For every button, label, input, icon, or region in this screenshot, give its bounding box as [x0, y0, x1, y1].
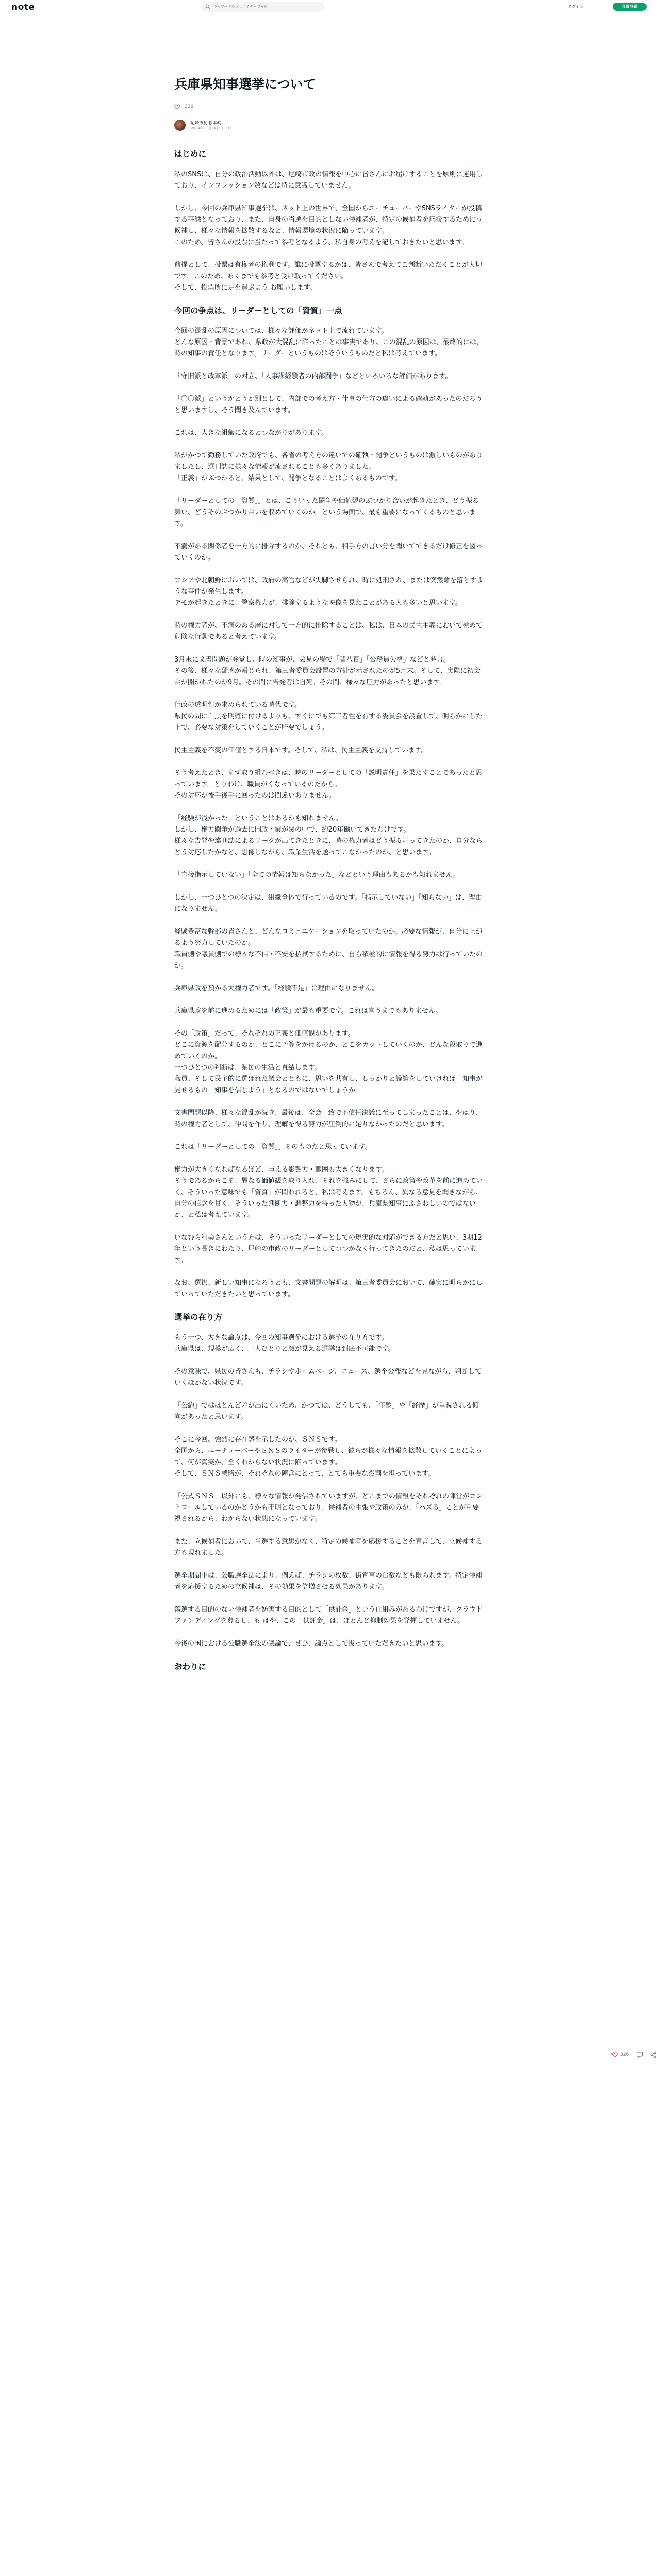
author-name[interactable]: 尼崎市長 松本眞: [191, 120, 221, 125]
search-icon: [205, 4, 210, 9]
paragraph: 「〇〇派」というかどうか別として、内部での考え方・仕事の仕方の違いによる確執があったのだろうと思いますし、そう聞き及んでいます。: [174, 395, 483, 414]
paragraph: なお、選択、新しい知事になろうとも、文書問題の解明は、第三者委員会において、確実に明らかにしていっていただきたいと思っています。: [174, 1279, 483, 1298]
like-summary[interactable]: [174, 103, 484, 110]
paragraph: 私がかつて勤務していた政府でも、各省の考え方の違いでの確執・闘争というものは激しいものがありましたし、選刊誌に様々な情報が流されることも多くありました。 「正義」がぶつかると、結果として、闘争となることはよくあるものです。: [174, 452, 483, 482]
avatar[interactable]: [174, 120, 186, 131]
paragraph: また、立候補者において、当選する意思がなく、特定の候補者を応援することを宣言して、立候補する方も現れました。: [174, 1538, 483, 1557]
author-info[interactable]: [174, 117, 484, 133]
top-header: [0, 0, 662, 13]
paragraph: 行政の透明性が求められている時代です。 県民の間に白黒を明確に付けるよりも、すぐにでも第三者性を有する委員会を設置して、明らかにした上で、必要な対策をしていくことが肝要でしょう。: [174, 701, 483, 732]
paragraph: 「経験が浅かった」ということはあるかも知れません。 しかし、権力闘争が過去に国政・霞が関の中で、約20年働いてきたわけです。 様々な告発や違刊誌によるリークが出てきたときに、時の権力者はどう振る舞ってきたのか、自分ならどう対応したかなど、想像しながら、職業生活を送ってこなかったのか、と思います。: [174, 815, 483, 856]
section-heading: はじめに: [174, 149, 207, 159]
paragraph: これは「リーダーとしての「資質」」そのものだと思っています。: [174, 1143, 372, 1151]
search-input[interactable]: [213, 5, 317, 9]
article-title: 兵庫県知事選挙について: [174, 77, 316, 92]
article: [174, 75, 484, 1682]
paragraph: ロシアや北朝鮮においては、政府の高官などが失脚させられ、時に処刑され、または突然命を落とすような事件が発生します。 デモが起きたときに、警察権力が、排除するような映像を見たことがある人も多いと思います。: [174, 577, 484, 607]
section-heading: 選挙の在り方: [174, 1313, 223, 1322]
login-button[interactable]: ログイン: [563, 3, 589, 11]
heart-icon[interactable]: [174, 104, 180, 110]
paragraph: 選挙期間中は、公職選挙法により、例えば、チラシの枚数、街宣車の台数なども限られます。特定候補者を応援するための立候補は、その効果を倍増させる効果があります。: [174, 1572, 482, 1591]
note-logo[interactable]: note: [11, 2, 35, 12]
comment-icon[interactable]: [636, 2051, 643, 2058]
paragraph: 「リーダーとしての「資質」」とは、こういった闘争や価値観のぶつかり合いが起きたとき、どう振る舞い、どうそのぶつかり合いを収めていくのか。という場面で、最も重要になってくるものと思います。: [174, 497, 479, 528]
paragraph: そこに今回、強烈に存在感を示したのが、ＳＮＳです。 全国から、ユーチューバーやＳＮＳのライターが参戦し、彼らが様々な情報を拡散していくことによって、何が真実か、全くわからない状況に陥っています。 そして、ＳＮＳ戦略が、それぞれの陣営にとって、とても重要な役割を担っています。: [174, 1436, 482, 1478]
paragraph: 「公約」ではほとんど差が出にくいため、かつては、どうしても、「年齢」や「経歴」が重視される傾向があったと思います。: [174, 1402, 479, 1421]
paragraph: 時の権力者が、不満のある層に対して一方的に排除することは、私は、日本の民主主義において極めて危険な行動であると考えています。: [174, 622, 483, 641]
paragraph: その「政策」だって、それぞれの正義と価値観があります。 どこに資源を配分するのか、どこに予算をかけるのか、どこをカットしていくのか、どんな段取りで進めていくのか。 一つひとつの判断は、県民の生活と直結します。 職員、そして民主的に選ばれた議会とともに、思いを共有し、しっかりと議論をしていければ「知事が見せるもの」知事を信じよう」となるのではないでしょうか。: [174, 1030, 483, 1094]
paragraph: もう一つ、大きな論点は、今回の知事選挙における選挙の在り方です。 兵庫県は、規模が広く、一人ひとりと顔が見える選挙は到底不可能です。: [174, 1334, 395, 1353]
paragraph: 「公式ＳＮＳ」以外にも、様々な情報が発信されていますが、どこまでの情報をそれぞれの陣営がコントロールしているのかどうかも不明となっており、候補者の主張や政策のみが、「バズる」ことが重要視されるから、わからない状態になっています。: [174, 1493, 483, 1523]
post-date: 2024年11月14日 10:33: [191, 126, 232, 130]
author-meta: [191, 120, 231, 131]
paragraph: 権力が大きくなればなるほど、与える影響力・範囲も大きくなります。 そうであるからこそ、異なる価値観を取り入れ、それを強みにして、さらに政策や改革を前に進めていく、そういった意味でも「資質」が問われると、私は考えます。もちろん、異なる意見を聞きながら、自分の信念を貫く、そういった判断力・調整力を持った人物が、兵庫県知事にふさわしいのではないか、と私は考えています。: [174, 1166, 483, 1219]
paragraph: 3月末に文書問題が発覚し、時の知事が、会見の場で「嘘八百」「公務員失格」などと発言。 その後、様々な疑惑が報じられ、第三者委員会設置の方針が示されたのが5月末。そして、実際に初会合が開かれたのが9月。その間に告発者は自死。その間、様々な圧力があったと思います。: [174, 656, 481, 686]
paragraph: 経験豊富な幹部の皆さんと、どんなコミュニケーションを取っていたのか。必要な情報が、自分に上がるよう努力していたのか。 職員側や議員側での様々な不信・不安を払拭するために、自ら積極的に情報を得る努力は行っていたのか。: [174, 928, 483, 970]
floating-action-bar: [611, 2050, 662, 2059]
section-heading: 今回の争点は、リーダーとしての「資質」一点: [174, 306, 342, 315]
search-box[interactable]: [201, 2, 325, 12]
like-heart-icon[interactable]: [611, 2052, 618, 2058]
paragraph: 私のSNSは、自分の政治活動以外は、尼崎市政の情報を中心に皆さんにお届けすることを原則に運用しており、インプレッション数などは特に意識していません。: [174, 171, 483, 190]
paragraph: 「直接指示していない」「全ての情報は知らなかった」などという理由もあるかも知れません。: [174, 871, 460, 879]
paragraph: 今後の国における公職選挙法の議論で、ぜひ、論点として扱っていただきたいと思います。: [174, 1640, 449, 1648]
section-heading: おわりに: [174, 1662, 207, 1671]
paragraph: 落選する目的のない候補者を妨害する目的として「供託金」という仕組みがあるわけですが、クラウドファンディングを募るし、も はや、この「供託金」は、ほとんど抑制効果を発揮していません。: [174, 1606, 483, 1625]
paragraph: 今回の混乱の原因については、様々な評価がネット上で流れています。 どんな原因・背景であれ、県政が大混乱に陥ったことは事実であり、この混乱の原因は、最終的には、時の知事の責任となります。リーダーというものはそういうものだと私は考えています。: [174, 327, 483, 358]
paragraph: 不満がある関係者を一方的に排除するのか、それとも、相手方の言い分を聞いてできるだけ修正を図っていくのか。: [174, 543, 483, 562]
paragraph: しかし、今回の兵庫県知事選挙は、ネット上の世界で、全国からユーチューバーやSNSライターが投稿する事態となっており、また、自身の当選を目的としない候補者が、特定の候補者を応援するために立候補し、様々な情報を拡散するなど、情報環境の状況に陥っています。 このため、皆さんの投票に当たって参考となるよう、私自身の考えを記しておきたいと思います。: [174, 205, 483, 246]
paragraph: そう考えたとき、まず取り組むべきは、時のリーダーとしての「説明責任」を果たすことであったと思っています。とりわけ、職員がくなっているのだから。 その対応が後手後手に回ったのは間違いありません。: [174, 769, 483, 800]
paragraph: 兵庫県政を預かる大権力者です。「経験不足」は理由になりません。: [174, 985, 379, 992]
paragraph: しかし、一つひとつの決定は、組織全体で行っているのです。「指示していない」「知らない」は、理由になりません。: [174, 894, 482, 913]
paragraph: 前提として、投票は有権者の権利です。誰に投票するかは、皆さんで考えてご判断いただくことが大切です。このため、あくまでも参考と受け取ってください。 そして、投票所に足を運ぶよう お願いします。: [174, 261, 482, 292]
share-icon[interactable]: [650, 2051, 657, 2058]
paragraph: 「守旧派と改革派」の対立、「人事課経験者の内部闘争」などといろいろな評価があります。: [174, 372, 452, 380]
signup-button[interactable]: 会員登録: [613, 3, 647, 11]
paragraph: その意味で、県民の皆さんも、チラシやホームページ、ニュース、選挙公報などを見ながら、判断していくほかない状況です。: [174, 1368, 482, 1387]
article-body: [174, 148, 484, 1672]
paragraph: 兵庫県政を前に進めるためには「政策」が最も重要です。これは言うまでもありません。: [174, 1007, 442, 1015]
paragraph: これは、大きな組織になるとつながりがあります。: [174, 429, 328, 437]
like-count: 326: [185, 104, 194, 109]
paragraph: いなむら和美さんという方は、そういったリーダーとしての現実的な対応ができる方だと思い、3期12年という長きにわたり、尼崎の市政のリーダーとしてつつがなく行ってきたのだと、私は思っています。: [174, 1234, 482, 1264]
paragraph: 民主主義を不変の価値とする日本です。そして、私は、民主主義を支持しています。: [174, 747, 428, 754]
paragraph: 文書問題以降、様々な混乱が続き、最後は、全会一致で不信任決議に至ってしまったことは、やはり、時の権力者として、仲間を作り、理解を得る努力が圧倒的に足りなかったのだと思います。: [174, 1109, 483, 1128]
floating-like-count: 326: [620, 2052, 630, 2057]
